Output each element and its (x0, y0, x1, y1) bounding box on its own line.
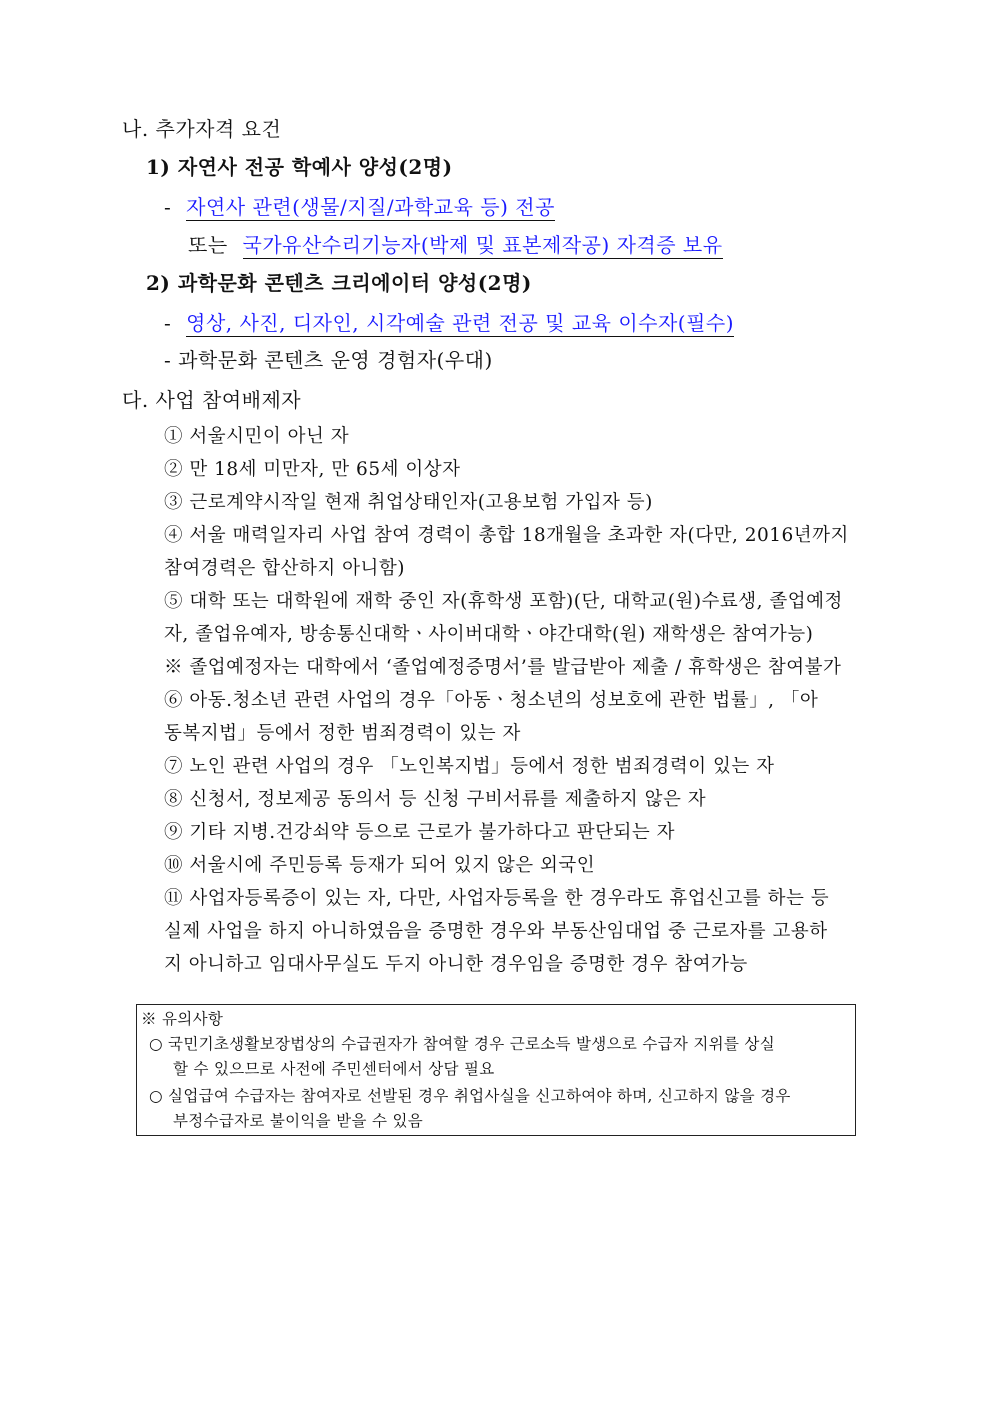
notice-box (136, 1004, 856, 1136)
notice-item-1: ○ 국민기초생활보장법상의 수급권자가 참여할 경우 근로소득 발생으로 수급자 지위를 상실 (149, 1035, 775, 1053)
exclusion-item-5-note: ※ 졸업예정자는 대학에서 ‘졸업예정증명서’를 발급받아 제출 / 휴학생은 참여불가 (164, 657, 842, 678)
exclusion-item-7: ⑦ 노인 관련 사업의 경우 「노인복지법」등에서 정한 범죄경력이 있는 자 (164, 756, 775, 777)
exclusion-item-11-cont1: 실제 사업을 하지 아니하였음을 증명한 경우와 부동산임대업 중 근로자를 고용하 (164, 921, 828, 942)
sub2-requirement-line2: - 과학문화 콘텐츠 운영 경험자(우대) (164, 348, 493, 372)
exclusion-item-10: ⑩ 서울시에 주민등록 등재가 되어 있지 않은 외국인 (164, 855, 596, 876)
section-na-heading: 나. 추가자격 요건 (122, 117, 282, 141)
exclusion-item-8: ⑧ 신청서, 정보제공 동의서 등 신청 구비서류를 제출하지 않은 자 (164, 789, 707, 810)
exclusion-item-5: ⑤ 대학 또는 대학원에 재학 중인 자(휴학생 포함)(단, 대학교(원)수료생, 졸업예정 (164, 591, 843, 612)
exclusion-item-1: ① 서울시민이 아닌 자 (164, 426, 350, 447)
sub2-requirement-line1 (164, 310, 734, 336)
exclusion-item-4: ④ 서울 매력일자리 사업 참여 경력이 총합 18개월을 초과한 자(다만, 2016년까지 (164, 525, 849, 546)
notice-item-2-cont: 부정수급자로 불이익을 받을 수 있음 (173, 1112, 424, 1130)
sub1-license-link: 국가유산수리기능자(박제 및 표본제작공) 자격증 보유 (242, 233, 723, 257)
exclusion-item-6-cont: 동복지법」등에서 정한 범죄경력이 있는 자 (164, 723, 521, 744)
sub1-requirement-line1 (164, 194, 555, 220)
dash-marker: - (164, 195, 172, 219)
notice-item-1-cont: 할 수 있으므로 사전에 주민센터에서 상담 필요 (173, 1060, 495, 1078)
or-label: 또는 (188, 233, 228, 257)
exclusion-item-5-cont: 자, 졸업유예자, 방송통신대학ㆍ사이버대학ㆍ야간대학(원) 재학생은 참여가능) (164, 624, 814, 645)
exclusion-item-4-cont: 참여경력은 합산하지 아니함) (164, 558, 405, 579)
notice-item-2: ○ 실업급여 수급자는 참여자로 선발된 경우 취업사실을 신고하여야 하며, 신고하지 않을 경우 (149, 1087, 791, 1105)
exclusion-item-11-cont2: 지 아니하고 임대사무실도 두지 아니한 경우임을 증명한 경우 참여가능 (164, 954, 748, 975)
exclusion-item-3: ③ 근로계약시작일 현재 취업상태인자(고용보험 가입자 등) (164, 492, 653, 513)
exclusion-item-9: ⑨ 기타 지병.건강쇠약 등으로 근로가 불가하다고 판단되는 자 (164, 822, 675, 843)
exclusion-item-6: ⑥ 아동.청소년 관련 사업의 경우「아동ㆍ청소년의 성보호에 관한 법률」, 「아 (164, 690, 819, 711)
section-da-heading: 다. 사업 참여배제자 (122, 388, 302, 412)
sub2-major-link: 영상, 사진, 디자인, 시각예술 관련 전공 및 교육 이수자(필수) (186, 311, 735, 335)
exclusion-item-2: ② 만 18세 미만자, 만 65세 이상자 (164, 459, 461, 480)
notice-title: ※ 유의사항 (141, 1010, 224, 1028)
sub1-requirement-line2 (188, 232, 723, 258)
sub2-heading: 2) 과학문화 콘텐츠 크리에이터 양성(2명) (146, 271, 532, 295)
exclusion-item-11: ⑪ 사업자등록증이 있는 자, 다만, 사업자등록을 한 경우라도 휴업신고를 하는 등 (164, 888, 830, 909)
sub1-major-link: 자연사 관련(생물/지질/과학교육 등) 전공 (186, 195, 555, 219)
dash-marker: - (164, 311, 172, 335)
sub1-heading: 1) 자연사 전공 학예사 양성(2명) (146, 155, 453, 179)
